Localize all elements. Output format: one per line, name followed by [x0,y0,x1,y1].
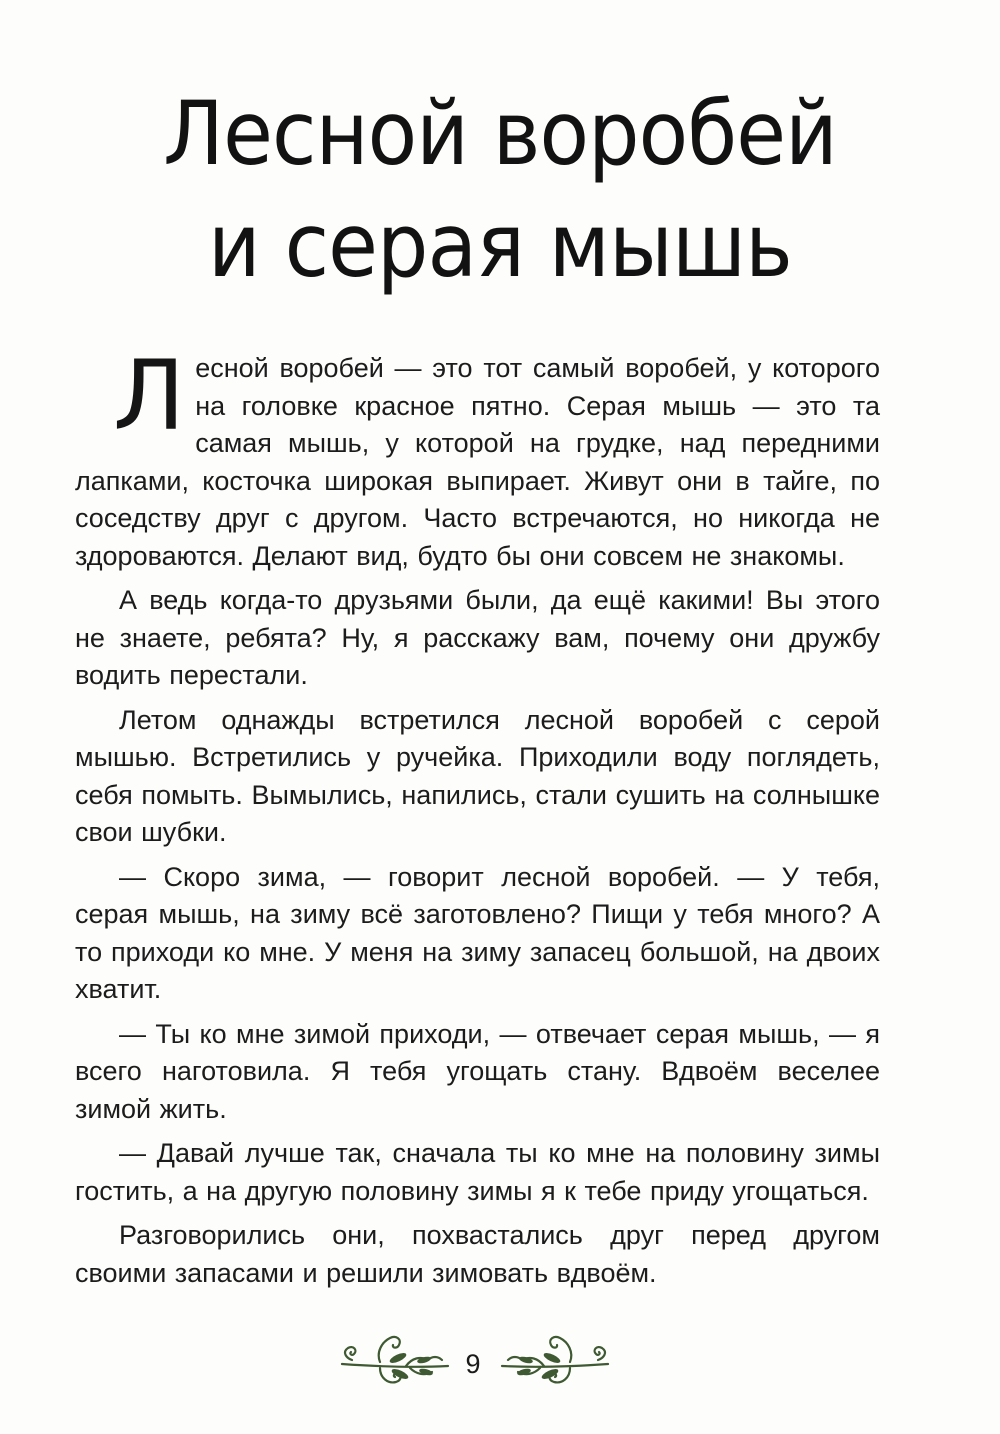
story-text [75,340,880,1299]
paragraph-2: А ведь когда-то друзьями были, да ещё какими! Вы этого не знаете, ребята? Ну, я расскажу вам, почему они дружбу водить перестали. [75,585,880,690]
vine-ornament-icon [500,1330,610,1394]
page-footer [0,1330,1000,1400]
title-line-1: Лесной воробей [163,82,837,185]
paragraph-1-text: есной воробей — это тот самый воробей, у которого на головке красное пятно. Серая мышь — это та самая мышь, у которой на грудке, над передними лапками, косточка широкая выпирает. Живут они в тайге, по соседству друг с другом. Часто встречаются, но никогда не здороваются. Делают вид, будто бы они совсем не знакомы. [75,353,880,571]
paragraph-3: Летом однажды встретился лесной воробей с серой мышью. Встретились у ручейка. Приходили воду поглядеть, себя помыть. Вымылись, напились, стали сушить на солнышке свои шубки. [75,704,880,847]
title-line-2: и серая мышь [208,194,792,297]
paragraph-6: — Давай лучше так, сначала ты ко мне на половину зимы гостить, а на другую половину зимы я к тебе приду угощаться. [75,1138,880,1206]
paragraph-7: Разговорились они, похвастались друг перед другом своими запасами и решили зимовать вдвоём. [75,1220,880,1288]
page-number: 9 [465,1349,481,1379]
paragraph-5: — Ты ко мне зимой приходи, — отвечает серая мышь, — я всего наготовила. Я тебя угощать стану. Вдвоём веселее зимой жить. [75,1018,880,1124]
vine-ornament-icon [340,1330,450,1394]
drop-cap: Л [113,340,186,452]
story-title [40,78,960,302]
paragraph-1 [75,340,880,575]
paragraph-4: — Скоро зима, — говорит лесной воробей. — У тебя, серая мышь, на зиму всё заготовлено? Пищи у тебя много? А то приходи ко мне. У меня на зиму запасец большой, на двоих хватит. [75,861,880,1004]
